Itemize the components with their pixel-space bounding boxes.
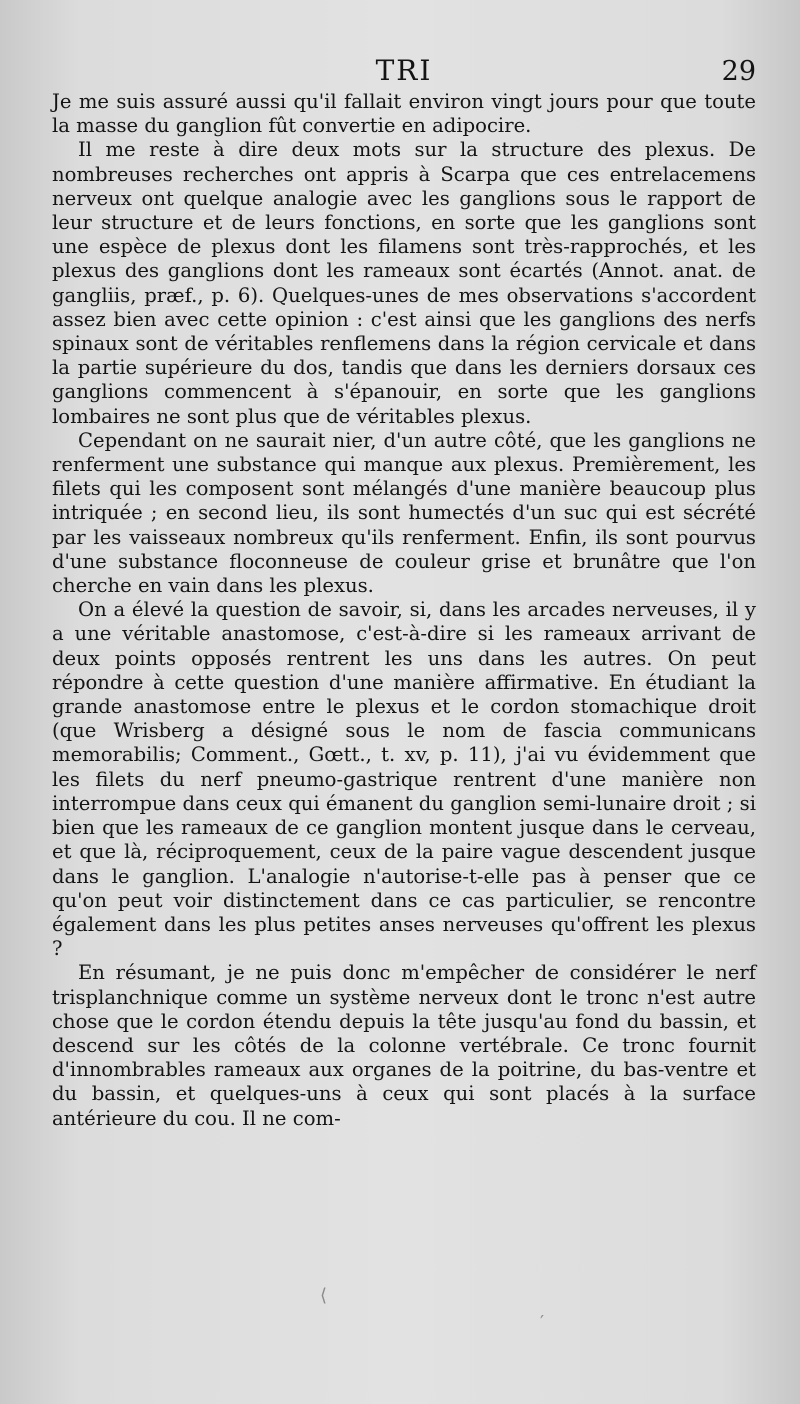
page-header [52,54,756,94]
running-head: TRI [375,54,433,87]
paragraph-1: Je me suis assuré aussi qu'il fallait environ vingt jours pour que toute la masse du ganglion fût convertie en adipocire. [52,90,756,138]
paragraph-5: En résumant, je ne puis donc m'empêcher de considérer le nerf trisplanchnique comme un système nerveux dont le tronc n'est autre chose que le cordon étendu depuis la tête jusqu'au fond du bassin, et descend sur les côtés de la colonne vertébrale. Ce tronc fournit d'innombrables rameaux aux organes de la poitrine, du bas-ventre et du bassin, et quelques-uns à ceux qui sont placés à la surface antérieure du cou. Il ne com- [52,961,756,1130]
stray-mark: ⟨ [320,1285,328,1306]
paragraph-2: Il me reste à dire deux mots sur la structure des plexus. De nombreuses recherches ont appris à Scarpa que ces entrelacemens nerveux ont quelque analogie avec les ganglions sous le rapport de leur structure et de leurs fonctions, en sorte que les ganglions sont une espèce de plexus dont les filamens sont très-rapprochés, et les plexus des ganglions dont les rameaux sont écartés (Annot. anat. de gangliis, præf., p. 6). Quelques-unes de mes observations s'accordent assez bien avec cette opinion : c'est ainsi que les ganglions des nerfs spinaux sont de véritables renflemens dans la région cervicale et dans la partie supérieure du dos, tandis que dans les derniers dorsaux ces ganglions commencent à s'épanouir, en sorte que les ganglions lombaires ne sont plus que de véritables plexus. [52,138,756,428]
paragraph-3: Cependant on ne saurait nier, d'un autre côté, que les ganglions ne renferment une substance qui manque aux plexus. Premièrement, les filets qui les composent sont mélangés d'une manière beaucoup plus intriquée ; en second lieu, ils sont humectés d'un suc qui est sécrété par les vaisseaux nombreux qu'ils renferment. Enfin, ils sont pourvus d'une substance floconneuse de couleur grise et brunâtre que l'on cherche en vain dans les plexus. [52,428,756,598]
stray-mark: ′ [540,1312,545,1333]
page-number: 29 [721,56,756,87]
paragraph-4: On a élevé la question de savoir, si, dans les arcades nerveuses, il y a une véritable anastomose, c'est-à-dire si les rameaux arrivant de deux points opposés rentrent les uns dans les autres. On peut répondre à cette question d'une manière affirmative. En étudiant la grande anastomose entre le plexus et le cordon stomachique droit (que Wrisberg a désigné sous le nom de fascia communicans memorabilis; Comment., Gœtt., t. xv, p. 11), j'ai vu évidemment que les filets du nerf pneumo-gastrique rentrent d'une manière non interrompue dans ceux qui émanent du ganglion semi-lunaire droit ; si bien que les rameaux de ce ganglion montent jusque dans le cerveau, et que là, réciproquement, ceux de la paire vague descendent jusque dans le ganglion. L'analogie n'autorise-t-elle pas à penser que ce qu'on peut voir distinctement dans ce cas particulier, se rencontre également dans les plus petites anses nerveuses qu'offrent les plexus ? [52,598,756,961]
body-text [52,90,756,1131]
